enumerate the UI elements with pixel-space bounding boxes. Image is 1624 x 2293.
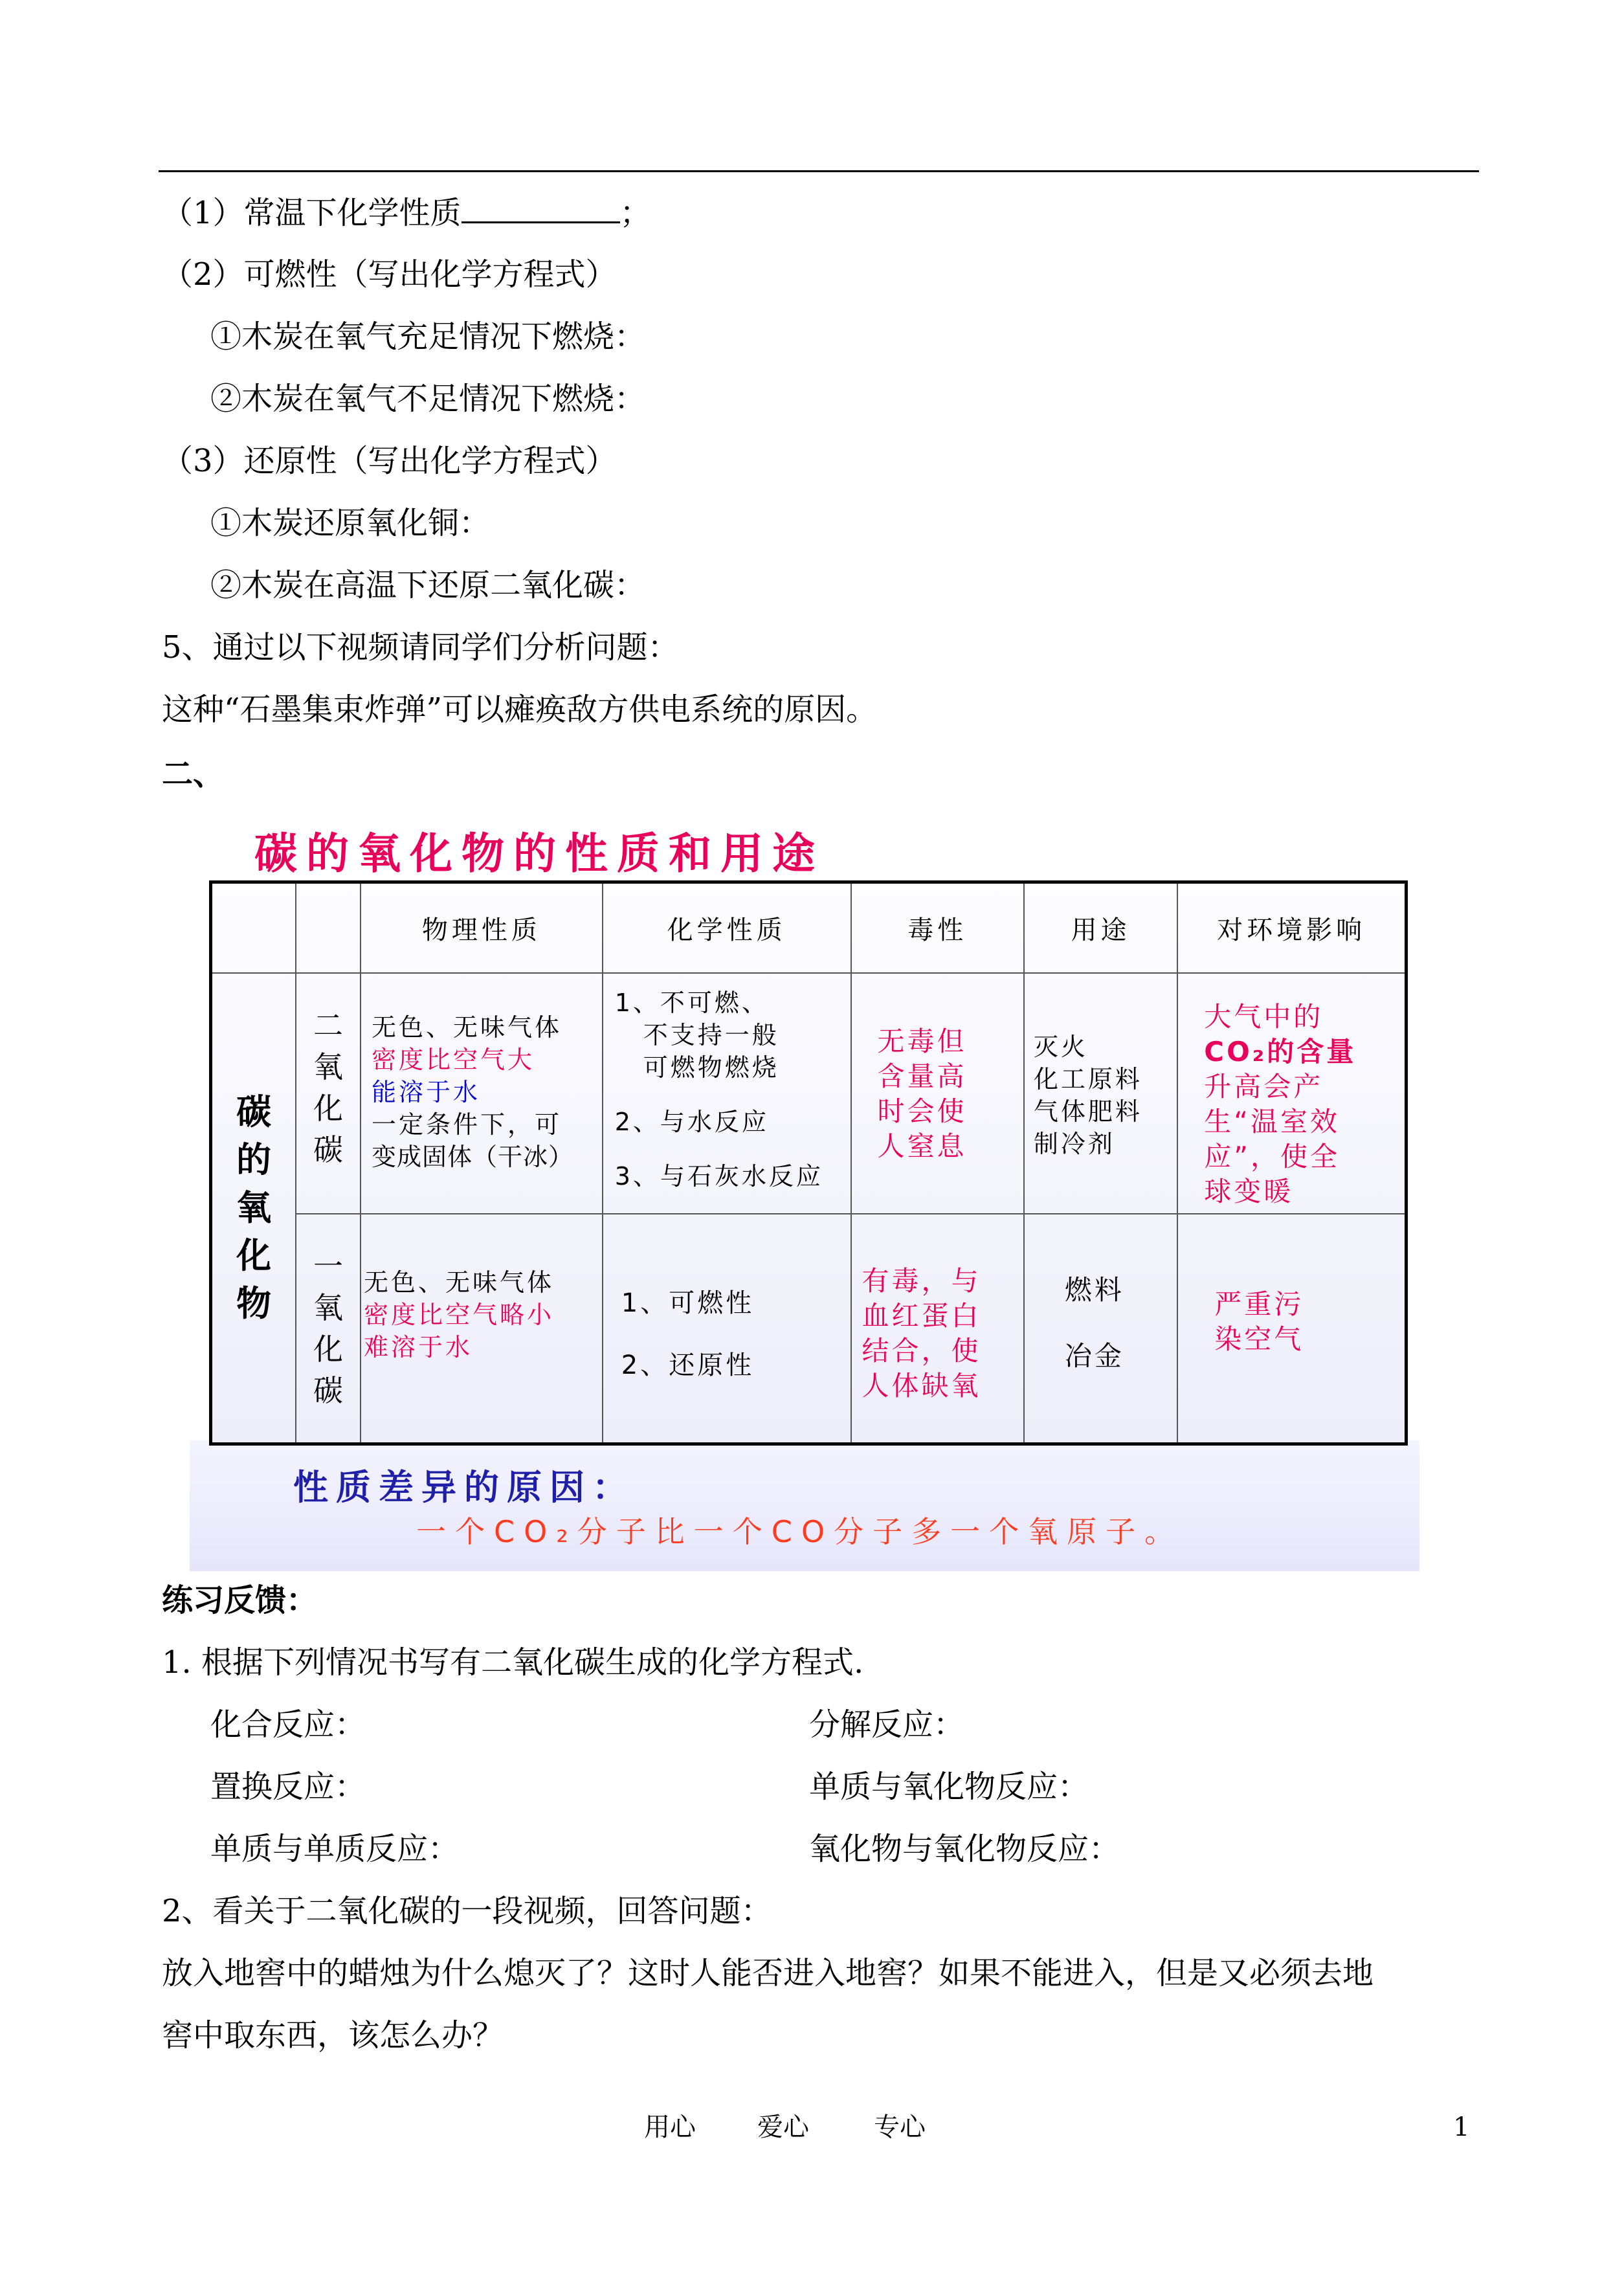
question-5: 5、通过以下视频请同学们分析问题： <box>162 629 679 666</box>
carbon-oxides-slide <box>190 806 1419 1571</box>
header-uses: 用途 <box>1024 882 1177 973</box>
question-3-2: ②木炭在高温下还原二氧化碳： <box>210 567 646 603</box>
question-2: （2）可燃性（写出化学方程式） <box>162 256 617 293</box>
exercise-q2-text-1: 放入地窖中的蜡烛为什么熄灭了？这时人能否进入地窖？如果不能进入，但是又必须去地 <box>162 1955 1374 1991</box>
label-element-element: 单质与单质反应： <box>210 1831 460 1867</box>
label-decomposition: 分解反应： <box>809 1706 965 1743</box>
co2-chemical: 1、不可燃、 不支持一般 可燃物燃烧 2、与水反应 3、与石灰水反应 <box>603 973 851 1214</box>
table-header-row <box>211 882 1407 973</box>
table-row-co <box>211 1214 1407 1444</box>
header-toxicity: 毒性 <box>851 882 1024 973</box>
question-2-1: ①木炭在氧气充足情况下燃烧： <box>210 319 646 355</box>
header-environment: 对环境影响 <box>1177 882 1406 973</box>
footer-motto-1: 用心 <box>644 2112 696 2142</box>
header-chemical: 化学性质 <box>603 882 851 973</box>
question-3: （3）还原性（写出化学方程式） <box>162 443 617 479</box>
exercise-q1: 1. 根据下列情况书写有二氧化碳生成的化学方程式. <box>162 1644 864 1681</box>
co-toxicity: 有毒，与 血红蛋白 结合，使 人体缺氧 <box>851 1214 1024 1444</box>
co-uses: 燃料 冶金 <box>1024 1214 1177 1444</box>
label-oxide-oxide: 氧化物与氧化物反应： <box>809 1831 1120 1867</box>
exercise-title: 练习反馈： <box>162 1582 318 1618</box>
question-3-1: ①木炭还原氧化铜： <box>210 505 491 541</box>
label-combination: 化合反应： <box>210 1706 366 1743</box>
section-2-heading: 二、 <box>162 756 225 792</box>
question-2-2: ②木炭在氧气不足情况下燃烧： <box>210 381 646 417</box>
slide-title: 碳的氧化物的性质和用途 <box>254 829 824 878</box>
label-displacement: 置换反应： <box>210 1769 366 1805</box>
question-1: （1）常温下化学性质 ； <box>162 193 651 232</box>
table-row-co2 <box>211 973 1407 1214</box>
corner-cell <box>296 882 361 973</box>
exercise-q2-text-2: 窖中取东西，该怎么办？ <box>162 2017 504 2053</box>
co-environment: 严重污 染空气 <box>1177 1214 1406 1444</box>
co2-physical: 无色、无味气体 密度比空气大 能溶于水 一定条件下，可 变成固体（干冰） <box>361 973 603 1214</box>
header-physical: 物理性质 <box>361 882 603 973</box>
co2-toxicity: 无毒但 含量高 时会使 人窒息 <box>851 973 1024 1214</box>
co2-environment: 大气中的 CO₂的含量 升高会产 生“温室效 应”，使全 球变暖 <box>1177 973 1406 1214</box>
reason-title: 性质差异的原因： <box>293 1467 635 1508</box>
label-element-oxide: 单质与氧化物反应： <box>809 1769 1089 1805</box>
co2-uses: 灭火 化工原料 气体肥料 制冷剂 <box>1024 973 1177 1214</box>
co-name: 一 氧 化 碳 <box>296 1214 361 1444</box>
properties-table <box>209 880 1408 1446</box>
co-physical: 无色、无味气体 密度比空气略小 难溶于水 <box>361 1214 603 1444</box>
page-number: 1 <box>1453 2112 1470 2142</box>
reason-text: 一个CO₂分子比一个CO分子多一个氧原子。 <box>416 1514 1184 1549</box>
co-chemical: 1、可燃性 2、还原性 <box>603 1214 851 1444</box>
footer-motto-3: 专心 <box>874 2112 926 2142</box>
exercise-q2: 2、看关于二氧化碳的一段视频，回答问题： <box>162 1893 772 1929</box>
corner-cell <box>211 882 296 973</box>
question-5-detail: 这种“石墨集束炸弹”可以瘫痪敌方供电系统的原因。 <box>162 691 878 728</box>
side-label: 碳 的 氧 化 物 <box>211 973 296 1444</box>
answer-blank[interactable] <box>462 193 620 223</box>
header-rule <box>159 170 1479 172</box>
co2-name: 二 氧 化 碳 <box>296 973 361 1214</box>
footer-motto-2: 爱心 <box>757 2112 809 2142</box>
